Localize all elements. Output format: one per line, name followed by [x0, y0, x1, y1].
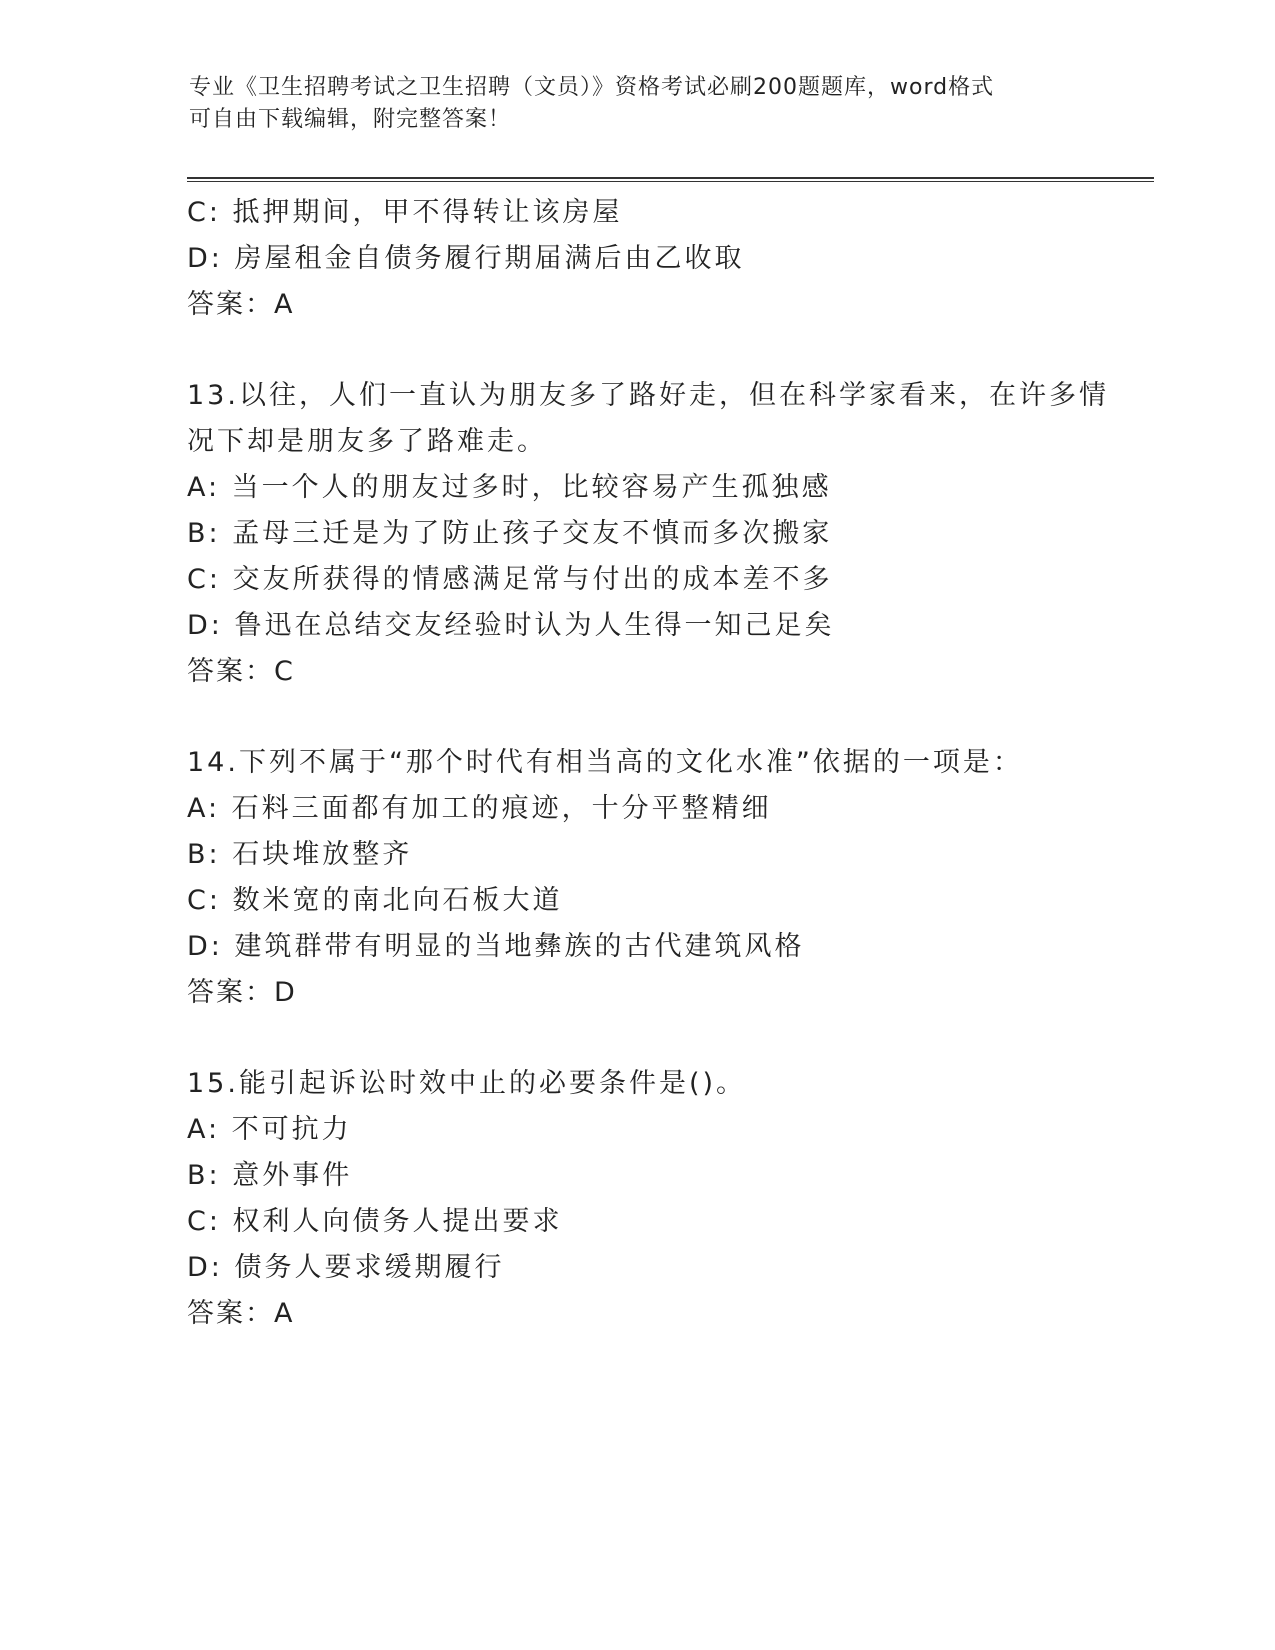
spacer: [187, 695, 1107, 740]
option-c: C: 交友所获得的情感满足常与付出的成本差不多: [187, 564, 833, 595]
question-15: [187, 1061, 1107, 1337]
option-c: C: 权利人向债务人提出要求: [187, 1206, 563, 1237]
option-d: D: 建筑群带有明显的当地彝族的古代建筑风格: [187, 931, 805, 962]
spacer: [187, 1016, 1107, 1061]
option-a: A: 当一个人的朋友过多时，比较容易产生孤独感: [187, 472, 832, 503]
option-a: A: 石料三面都有加工的痕迹，十分平整精细: [187, 793, 772, 824]
option-b: B: 孟母三迁是为了防止孩子交友不慎而多次搬家: [187, 518, 833, 549]
answer-line: 答案：A: [187, 1298, 295, 1329]
question-stem-line-1: 15.能引起诉讼时效中止的必要条件是()。: [187, 1068, 747, 1099]
option-b: B: 石块堆放整齐: [187, 839, 413, 870]
option-c: C: 数米宽的南北向石板大道: [187, 885, 563, 916]
previous-question-block: [187, 190, 1107, 328]
answer-line: 答案：C: [187, 656, 295, 687]
option-c: C: 抵押期间，甲不得转让该房屋: [187, 197, 623, 228]
answer-line: 答案：A: [187, 289, 295, 320]
spacer: [187, 328, 1107, 373]
header-title-line-1: 专业《卫生招聘考试之卫生招聘（文员）》资格考试必刷200题题库，word格式: [189, 75, 995, 100]
option-d: D: 房屋租金自债务履行期届满后由乙收取: [187, 243, 745, 274]
answer-line: 答案：D: [187, 977, 297, 1008]
option-a: A: 不可抗力: [187, 1114, 352, 1145]
option-d: D: 债务人要求缓期履行: [187, 1252, 505, 1283]
option-b: B: 意外事件: [187, 1160, 353, 1191]
header-title-line-2: 可自由下载编辑，附完整答案！: [189, 107, 512, 132]
question-14: [187, 740, 1107, 1016]
question-stem-line-1: 13.以往，人们一直认为朋友多了路好走，但在科学家看来，在许多情: [187, 380, 1109, 411]
question-13: [187, 373, 1107, 695]
question-stem-line-2: 况下却是朋友多了路难走。: [187, 426, 547, 457]
question-stem-line-1: 14.下列不属于“那个时代有相当高的文化水准”依据的一项是：: [187, 747, 1023, 778]
header-divider: [187, 177, 1154, 182]
option-d: D: 鲁迅在总结交友经验时认为人生得一知己足矣: [187, 610, 835, 641]
document-header: [189, 72, 1089, 136]
question-list: [187, 190, 1107, 1337]
